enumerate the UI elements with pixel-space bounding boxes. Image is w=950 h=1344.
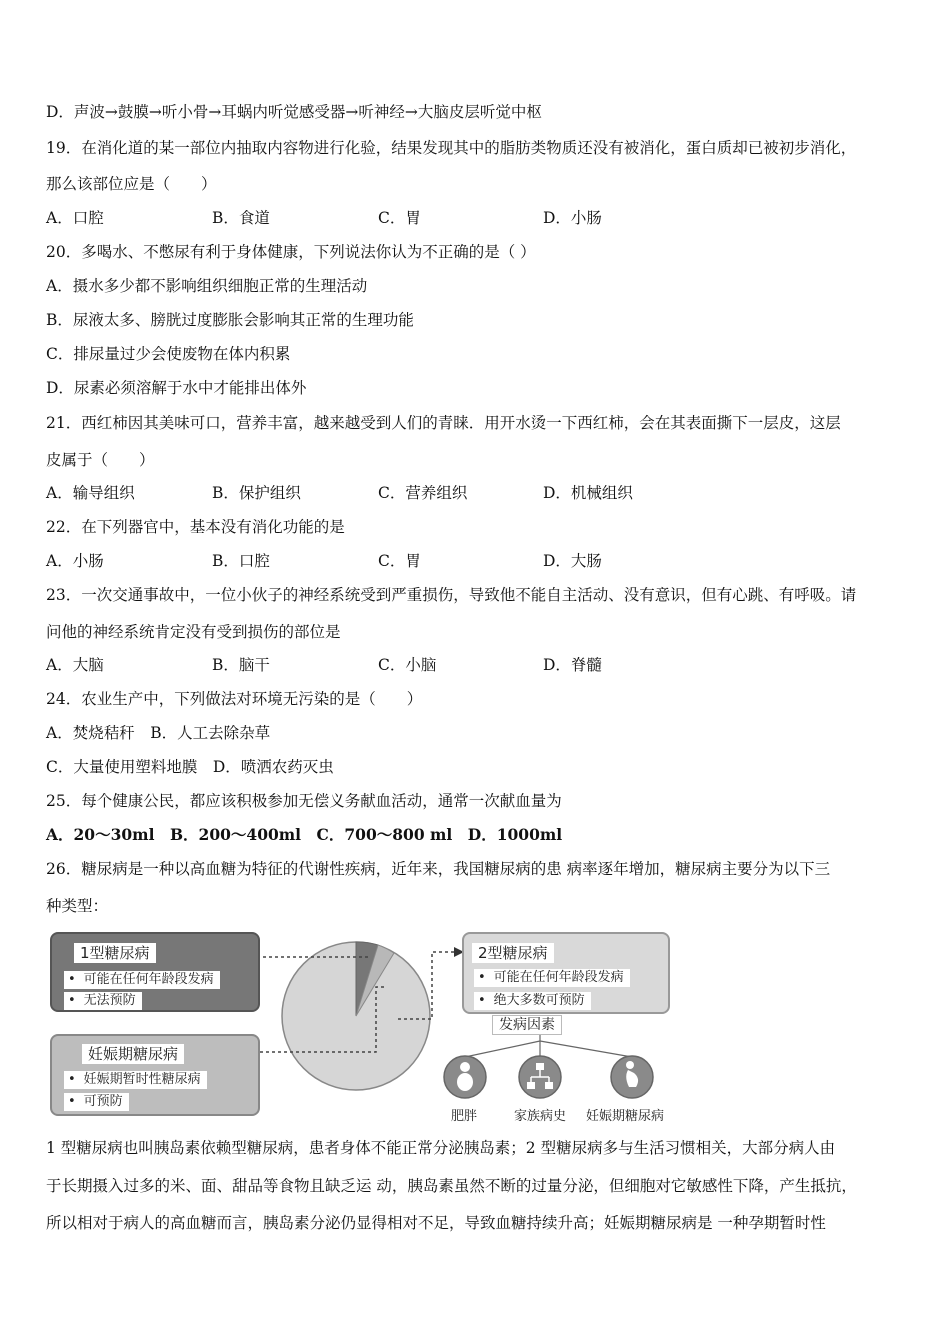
factor-gestational-label: 妊娠期糖尿病 — [586, 1109, 665, 1124]
family-tree-icon — [519, 1056, 561, 1098]
q19-stem-2: 那么该部位应是（ ） — [46, 175, 217, 193]
q21-stem-1: 21．西红柿因其美味可口，营养丰富，越来越受到人们的青睐．用开水烫一下西红柿，会在其表面撕下一层皮，这层 — [46, 414, 841, 432]
q24-options-ab: A．焚烧秸秆 B．人工去除杂草 — [46, 724, 271, 742]
q24-options-cd: C．大量使用塑料地膜 D．喷洒农药灭虫 — [46, 758, 334, 776]
q20-stem: 20．多喝水、不憋尿有利于身体健康，下列说法你认为不正确的是（ ） — [46, 243, 536, 261]
type2-item-1: • 可能在任何年龄段发病 — [474, 969, 630, 987]
type1-title: 1型糖尿病 — [74, 943, 156, 963]
gestational-item-1: • 妊娠期暂时性糖尿病 — [64, 1071, 207, 1089]
q22-option-c: C．胃 — [378, 552, 421, 570]
q22-option-b: B．口腔 — [212, 552, 270, 570]
paragraph-line-3: 所以相对于病人的高血糖而言，胰岛素分泌仍显得相对不足，导致血糖持续升高；妊娠期糖尿病是 一种孕期暂时性 — [46, 1214, 826, 1232]
q20-option-a: A．摄水多少都不影响组织细胞正常的生理活动 — [46, 277, 368, 295]
obesity-icon — [444, 1056, 486, 1098]
type1-item-1: • 可能在任何年龄段发病 — [64, 971, 220, 989]
factor-obesity-label: 肥胖 — [451, 1109, 478, 1124]
gestational-item-2: • 可预防 — [64, 1093, 129, 1111]
q23-stem-2: 问他的神经系统肯定没有受到损伤的部位是 — [46, 623, 341, 641]
q23-option-c: C．小脑 — [378, 656, 437, 674]
q24-stem: 24．农业生产中，下列做法对环境无污染的是（ ） — [46, 690, 423, 708]
pregnancy-icon — [611, 1056, 653, 1098]
factor-family-history-label: 家族病史 — [514, 1109, 567, 1124]
q23-stem-1: 23．一次交通事故中，一位小伙子的神经系统受到严重损伤，导致他不能自主活动、没有意识，但有心跳、有呼吸。请 — [46, 586, 857, 604]
type2-title: 2型糖尿病 — [472, 943, 554, 963]
q23-option-a: A．大脑 — [46, 656, 104, 674]
gestational-box — [50, 1034, 260, 1116]
q19-option-c: C．胃 — [378, 209, 421, 227]
q21-option-d: D．机械组织 — [543, 484, 633, 502]
q22-option-d: D．大肠 — [543, 552, 602, 570]
q22-option-a: A．小肠 — [46, 552, 104, 570]
q20-option-d: D．尿素必须溶解于水中才能排出体外 — [46, 379, 307, 397]
q19-option-a: A．口腔 — [46, 209, 104, 227]
type1-box — [50, 932, 260, 1012]
type1-item-2: • 无法预防 — [64, 992, 142, 1010]
type2-box — [462, 932, 670, 1014]
q23-option-b: B．脑干 — [212, 656, 270, 674]
q25-options: A．20～30ml B．200～400ml C．700～800 ml D．1000ml — [46, 825, 563, 844]
q26-stem-1: 26．糖尿病是一种以高血糖为特征的代谢性疾病，近年来，我国糖尿病的患 病率逐年增加，糖尿病主要分为以下三 — [46, 860, 831, 878]
q25-stem: 25．每个健康公民，都应该积极参加无偿义务献血活动，通常一次献血量为 — [46, 792, 562, 810]
q19-option-d: D．小肠 — [543, 209, 602, 227]
q21-option-c: C．营养组织 — [378, 484, 468, 502]
q21-option-a: A．输导组织 — [46, 484, 135, 502]
risk-factors-title: 发病因素 — [492, 1015, 562, 1035]
q20-option-b: B．尿液太多、膀胱过度膨胀会影响其正常的生理功能 — [46, 311, 414, 329]
q22-stem: 22．在下列器官中，基本没有消化功能的是 — [46, 518, 345, 536]
q21-option-b: B．保护组织 — [212, 484, 301, 502]
gestational-title: 妊娠期糖尿病 — [82, 1044, 184, 1064]
type2-item-2: • 绝大多数可预防 — [474, 992, 591, 1010]
paragraph-line-2: 于长期摄入过多的米、面、甜品等食物且缺乏运 动，胰岛素虽然不断的过量分泌，但细胞对它敏感性下降，产生抵抗， — [46, 1177, 857, 1195]
q18-option-d: D．声波→鼓膜→听小骨→耳蜗内听觉感受器→听神经→大脑皮层听觉中枢 — [46, 103, 542, 121]
q19-stem-1: 19．在消化道的某一部位内抽取内容物进行化验，结果发现其中的脂肪类物质还没有被消化，蛋白质却已被初步消化， — [46, 139, 857, 157]
diabetes-types-diagram — [46, 927, 696, 1127]
q19-option-b: B．食道 — [212, 209, 270, 227]
paragraph-line-1: 1 型糖尿病也叫胰岛素依赖型糖尿病，患者身体不能正常分泌胰岛素；2 型糖尿病多与生活习惯相关，大部分病人由 — [46, 1139, 836, 1157]
q20-option-c: C．排尿量过少会使废物在体内积累 — [46, 345, 291, 363]
q23-option-d: D．脊髓 — [543, 656, 602, 674]
q26-stem-2: 种类型： — [46, 897, 109, 915]
q21-stem-2: 皮属于（ ） — [46, 451, 155, 469]
